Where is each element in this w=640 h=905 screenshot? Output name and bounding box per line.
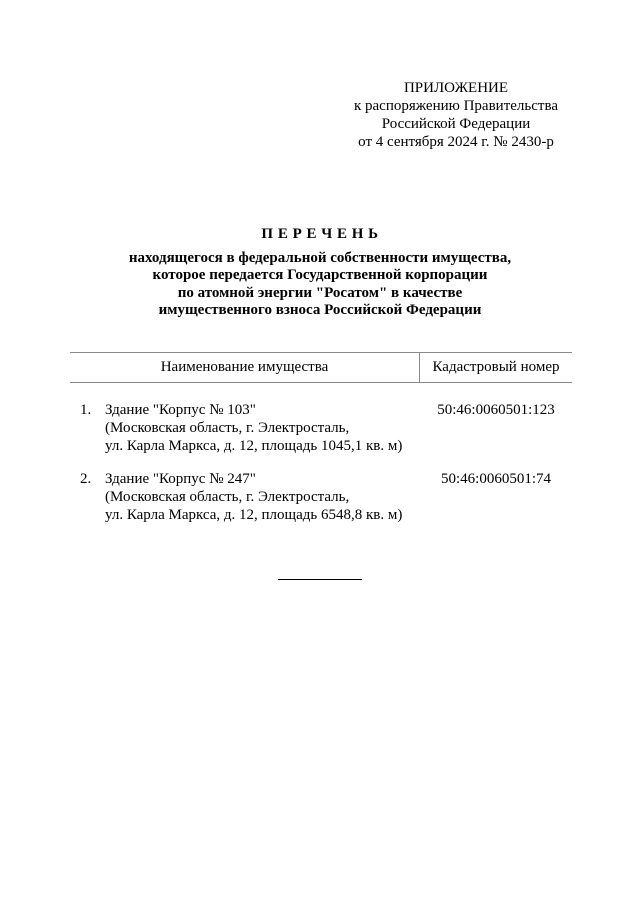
property-description — [105, 470, 402, 524]
column-header-name: Наименование имущества — [70, 353, 420, 382]
property-description — [105, 401, 402, 455]
heading-subtitle-line: находящегося в федеральной собственности имущества, — [128, 250, 512, 266]
row-number: 2. — [80, 471, 92, 487]
appendix-order-date: от 4 сентября 2024 г. № 2430-р — [358, 134, 554, 150]
property-address: (Московская область, г. Электросталь, — [105, 420, 350, 436]
heading-subtitle — [0, 250, 640, 320]
column-header-cadastral: Кадастровый номер — [432, 359, 560, 375]
appendix-block — [345, 79, 567, 151]
table-row — [70, 401, 572, 457]
appendix-title: ПРИЛОЖЕНИЕ — [403, 80, 509, 96]
document-heading — [0, 225, 640, 320]
table-row — [70, 470, 572, 526]
heading-subtitle-line: имущественного взноса Российской Федерации — [158, 302, 482, 319]
row-number: 1. — [80, 402, 92, 418]
heading-title: П Е Р Е Ч Е Н Ь — [261, 226, 379, 242]
property-table — [70, 352, 572, 523]
heading-subtitle-line: по атомной энергии "Росатом" в качестве — [177, 284, 463, 301]
appendix-line: Российской Федерации — [381, 116, 531, 132]
cadastral-number: 50:46:0060501:74 — [440, 471, 551, 487]
property-address: ул. Карла Маркса, д. 12, площадь 6548,8 кв. м) — [105, 507, 403, 523]
property-address: (Московская область, г. Электросталь, — [105, 489, 350, 505]
appendix-line: к распоряжению Правительства — [353, 98, 558, 114]
end-divider — [278, 579, 362, 580]
cadastral-number: 50:46:0060501:123 — [437, 402, 555, 418]
property-address: ул. Карла Маркса, д. 12, площадь 1045,1 кв. м) — [105, 438, 403, 454]
property-name: Здание "Корпус № 247" — [105, 471, 256, 487]
property-name: Здание "Корпус № 103" — [105, 402, 256, 418]
table-header — [70, 352, 572, 383]
heading-subtitle-line: которое передается Государственной корпорации — [152, 267, 488, 284]
